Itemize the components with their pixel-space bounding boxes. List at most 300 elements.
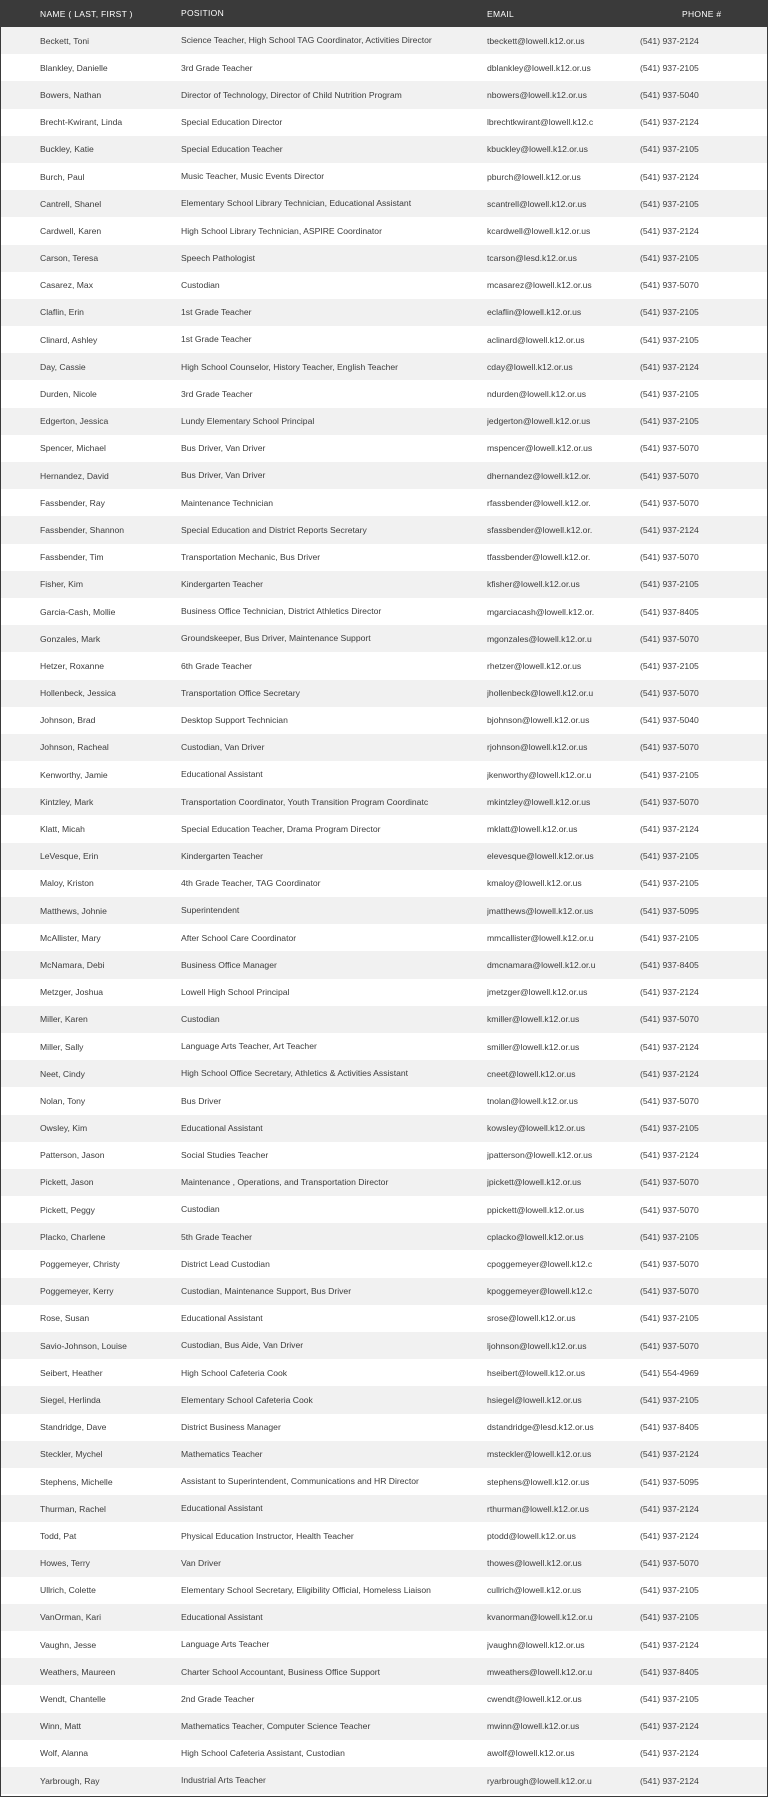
table-row (1, 1142, 767, 1169)
cell-phone: (541) 937-2124 (640, 35, 699, 46)
cell-name: Klatt, Micah (40, 824, 85, 835)
cell-phone: (541) 937-2105 (640, 579, 699, 590)
cell-phone: (541) 937-2124 (640, 1721, 699, 1732)
cell-name: Savio-Johnson, Louise (40, 1340, 127, 1351)
cell-email[interactable]: sfassbender@lowell.k12.or. (487, 524, 593, 535)
cell-email[interactable]: mcasarez@lowell.k12.or.us (487, 280, 592, 291)
cell-name: Garcia-Cash, Mollie (40, 606, 116, 617)
header-position: POSITION (181, 8, 225, 19)
cell-email[interactable]: mmcallister@lowell.k12.or.u (487, 932, 594, 943)
cell-email[interactable]: jpatterson@lowell.k12.or.us (487, 1150, 593, 1161)
table-row (1, 870, 767, 897)
cell-email[interactable]: mweathers@lowell.k12.or.u (487, 1666, 593, 1677)
cell-phone: (541) 937-5070 (640, 796, 699, 807)
cell-name: Johnson, Racheal (40, 742, 109, 753)
cell-name: Durden, Nicole (40, 389, 97, 400)
cell-name: LeVesque, Erin (40, 851, 99, 862)
cell-email[interactable]: dstandridge@lesd.k12.or.us (487, 1422, 594, 1433)
cell-email[interactable]: scantrell@lowell.k12.or.us (487, 198, 587, 209)
cell-name: Matthews, Johnie (40, 905, 107, 916)
cell-email[interactable]: pburch@lowell.k12.or.us (487, 171, 581, 182)
table-row (1, 435, 767, 462)
cell-name: Brecht-Kwirant, Linda (40, 117, 123, 128)
cell-name: Poggemeyer, Kerry (40, 1286, 114, 1297)
cell-position: Speech Pathologist (181, 252, 256, 263)
cell-phone: (541) 937-2105 (640, 62, 699, 73)
table-row (1, 924, 767, 951)
cell-phone: (541) 937-5040 (640, 89, 699, 100)
cell-position: Music Teacher, Music Events Director (181, 171, 325, 182)
cell-name: Weathers, Maureen (40, 1666, 116, 1677)
table-row (1, 734, 767, 761)
cell-position: Custodian, Maintenance Support, Bus Driver (181, 1285, 352, 1296)
table-row (1, 979, 767, 1006)
cell-position: Groundskeeper, Bus Driver, Maintenance Support (181, 633, 371, 644)
cell-name: Casarez, Max (40, 280, 94, 291)
cell-name: Buckley, Katie (40, 144, 94, 155)
cell-position: Educational Assistant (181, 769, 263, 780)
table-row (1, 598, 767, 625)
table-row (1, 353, 767, 380)
table-row (1, 544, 767, 571)
cell-phone: (541) 937-2105 (640, 253, 699, 264)
cell-email[interactable]: ljohnson@lowell.k12.or.us (487, 1340, 587, 1351)
cell-position: Van Driver (181, 1557, 221, 1568)
cell-email[interactable]: jkenworthy@lowell.k12.or.u (487, 769, 592, 780)
cell-phone: (541) 937-8405 (640, 606, 699, 617)
cell-phone: (541) 937-5070 (640, 1259, 699, 1270)
cell-phone: (541) 937-5070 (640, 1558, 699, 1569)
cell-email[interactable]: jvaughn@lowell.k12.or.us (487, 1639, 585, 1650)
cell-phone: (541) 937-5070 (640, 1286, 699, 1297)
cell-position: Language Arts Teacher (181, 1639, 270, 1650)
table-row (1, 1115, 767, 1142)
cell-email[interactable]: kbuckley@lowell.k12.or.us (487, 144, 588, 155)
cell-email[interactable]: rhetzer@lowell.k12.or.us (487, 660, 582, 671)
cell-email[interactable]: dblankley@lowell.k12.or.us (487, 62, 591, 73)
cell-position: Transportation Office Secretary (181, 687, 300, 698)
cell-position: Maintenance Technician (181, 497, 274, 508)
cell-email[interactable]: hsiegel@lowell.k12.or.us (487, 1394, 582, 1405)
table-row (1, 1250, 767, 1277)
cell-name: McNamara, Debi (40, 959, 105, 970)
cell-position: Bus Driver, Van Driver (181, 470, 266, 481)
cell-position: 4th Grade Teacher, TAG Coordinator (181, 878, 321, 889)
cell-phone: (541) 937-5095 (640, 905, 699, 916)
cell-phone: (541) 937-5070 (640, 470, 699, 481)
cell-name: Fisher, Kim (40, 579, 83, 590)
cell-position: Bus Driver, Van Driver (181, 443, 266, 454)
cell-name: Miller, Karen (40, 1014, 88, 1025)
cell-email[interactable]: ptodd@lowell.k12.or.us (487, 1530, 576, 1541)
table-row (1, 652, 767, 679)
table-row (1, 408, 767, 435)
cell-name: Winn, Matt (40, 1721, 82, 1732)
cell-email[interactable]: jmatthews@lowell.k12.or.us (487, 905, 594, 916)
cell-phone: (541) 554-4969 (640, 1367, 699, 1378)
cell-email[interactable]: mkintzley@lowell.k12.or.us (487, 796, 591, 807)
cell-name: Beckett, Toni (40, 35, 90, 46)
cell-phone: (541) 937-2105 (640, 932, 699, 943)
cell-position: 1st Grade Teacher (181, 307, 252, 318)
cell-email[interactable]: tcarson@lesd.k12.or.us (487, 253, 577, 264)
cell-email[interactable]: msteckler@lowell.k12.or.us (487, 1449, 592, 1460)
table-row (1, 1577, 767, 1604)
table-row (1, 1713, 767, 1740)
table-row (1, 299, 767, 326)
cell-phone: (541) 937-2105 (640, 198, 699, 209)
cell-email[interactable]: eclaflin@lowell.k12.or.us (487, 307, 582, 318)
cell-position: Physical Education Instructor, Health Teacher (181, 1530, 354, 1541)
cell-email[interactable]: rfassbender@lowell.k12.or. (487, 497, 591, 508)
table-row (1, 1522, 767, 1549)
table-row (1, 1305, 767, 1332)
cell-position: Custodian (181, 1014, 220, 1025)
cell-email[interactable]: cday@lowell.k12.or.us (487, 361, 573, 372)
table-row (1, 1359, 767, 1386)
cell-email[interactable]: awolf@lowell.k12.or.us (487, 1748, 575, 1759)
cell-position: Charter School Accountant, Business Office Support (181, 1666, 381, 1677)
cell-position: 5th Grade Teacher (181, 1231, 253, 1242)
table-row (1, 815, 767, 842)
table-row (1, 1685, 767, 1712)
cell-position: Business Office Technician, District Athletics Director (181, 606, 382, 617)
cell-phone: (541) 937-2105 (640, 416, 699, 427)
cell-email[interactable]: cpoggemeyer@lowell.k12.c (487, 1259, 593, 1270)
cell-phone: (541) 937-5070 (640, 552, 699, 563)
table-row (1, 326, 767, 353)
table-row (1, 761, 767, 788)
cell-phone: (541) 937-8405 (640, 959, 699, 970)
cell-position: Custodian (181, 1204, 220, 1215)
table-row (1, 1060, 767, 1087)
table-header (1, 0, 767, 27)
cell-phone: (541) 937-5070 (640, 1177, 699, 1188)
cell-name: Carson, Teresa (40, 253, 99, 264)
cell-position: Lundy Elementary School Principal (181, 415, 315, 426)
cell-phone: (541) 937-2124 (640, 987, 699, 998)
cell-position: Kindergarten Teacher (181, 850, 264, 861)
cell-email[interactable]: mgarciacash@lowell.k12.or. (487, 606, 595, 617)
table-row (1, 707, 767, 734)
table-row (1, 1006, 767, 1033)
cell-name: Maloy, Kriston (40, 878, 94, 889)
cell-phone: (541) 937-2105 (640, 1612, 699, 1623)
cell-name: Owsley, Kim (40, 1123, 88, 1134)
cell-name: Vaughn, Jesse (40, 1639, 97, 1650)
header-email: EMAIL (487, 8, 515, 19)
cell-email[interactable]: kowsley@lowell.k12.or.us (487, 1123, 586, 1134)
cell-phone: (541) 937-2105 (640, 660, 699, 671)
table-row (1, 951, 767, 978)
cell-phone: (541) 937-5070 (640, 280, 699, 291)
table-row (1, 109, 767, 136)
cell-phone: (541) 937-2105 (640, 851, 699, 862)
cell-phone: (541) 937-2124 (640, 1639, 699, 1650)
cell-position: Maintenance , Operations, and Transportation Director (181, 1177, 389, 1188)
cell-name: Steckler, Mychel (40, 1449, 103, 1460)
cell-email[interactable]: dmcnamara@lowell.k12.or.u (487, 959, 596, 970)
cell-position: 2nd Grade Teacher (181, 1693, 255, 1704)
cell-position: 6th Grade Teacher (181, 660, 253, 671)
table-row (1, 1386, 767, 1413)
cell-position: District Business Manager (181, 1421, 281, 1432)
cell-name: Fassbender, Tim (40, 552, 104, 563)
cell-phone: (541) 937-5040 (640, 715, 699, 726)
cell-position: 3rd Grade Teacher (181, 388, 253, 399)
cell-phone: (541) 937-2105 (640, 1694, 699, 1705)
cell-email[interactable]: cwendt@lowell.k12.or.us (487, 1694, 582, 1705)
cell-email[interactable]: jpickett@lowell.k12.or.us (487, 1177, 582, 1188)
table-row (1, 1278, 767, 1305)
cell-position: Custodian, Bus Aide, Van Driver (181, 1340, 304, 1351)
cell-email[interactable]: mspencer@lowell.k12.or.us (487, 443, 593, 454)
cell-phone: (541) 937-2124 (640, 225, 699, 236)
cell-email[interactable]: lbrechtkwirant@lowell.k12.c (487, 117, 594, 128)
table-row (1, 788, 767, 815)
header-name: NAME ( LAST, FIRST ) (40, 8, 133, 19)
table-row (1, 1223, 767, 1250)
cell-email[interactable]: jedgerton@lowell.k12.or.us (487, 416, 591, 427)
cell-phone: (541) 937-2105 (640, 769, 699, 780)
table-row (1, 272, 767, 299)
cell-position: Educational Assistant (181, 1313, 263, 1324)
table-row (1, 81, 767, 108)
cell-email[interactable]: cplacko@lowell.k12.or.us (487, 1231, 584, 1242)
cell-position: Special Education Director (181, 116, 283, 127)
cell-phone: (541) 937-2124 (640, 1068, 699, 1079)
cell-phone: (541) 937-2124 (640, 1775, 699, 1786)
table-row (1, 1332, 767, 1359)
cell-email[interactable]: rjohnson@lowell.k12.or.us (487, 742, 588, 753)
table-row (1, 1495, 767, 1522)
cell-position: Desktop Support Technician (181, 715, 288, 726)
cell-email[interactable]: kpoggemeyer@lowell.k12.c (487, 1286, 593, 1297)
cell-position: High School Office Secretary, Athletics & Activities Assistant (181, 1068, 409, 1079)
cell-position: Social Studies Teacher (181, 1150, 269, 1161)
cell-phone: (541) 937-2105 (640, 389, 699, 400)
cell-phone: (541) 937-2124 (640, 361, 699, 372)
cell-position: High School Cafeteria Cook (181, 1367, 288, 1378)
cell-phone: (541) 937-2124 (640, 824, 699, 835)
cell-email[interactable]: thowes@lowell.k12.or.us (487, 1558, 582, 1569)
cell-position: District Lead Custodian (181, 1258, 270, 1269)
cell-name: VanOrman, Kari (40, 1612, 101, 1623)
cell-name: Claflin, Erin (40, 307, 84, 318)
cell-name: Wendt, Chantelle (40, 1694, 106, 1705)
cell-name: Day, Cassie (40, 361, 86, 372)
cell-name: Spencer, Michael (40, 443, 106, 454)
table-row (1, 680, 767, 707)
table-row (1, 1767, 767, 1794)
cell-email[interactable]: kmiller@lowell.k12.or.us (487, 1014, 580, 1025)
cell-email[interactable]: elevesque@lowell.k12.or.us (487, 851, 594, 862)
cell-email[interactable]: cullrich@lowell.k12.or.us (487, 1585, 582, 1596)
cell-name: Pickett, Jason (40, 1177, 94, 1188)
cell-name: Gonzales, Mark (40, 633, 101, 644)
cell-email[interactable]: kfisher@lowell.k12.or.us (487, 579, 580, 590)
cell-phone: (541) 937-5070 (640, 1095, 699, 1106)
table-row (1, 489, 767, 516)
cell-email[interactable]: tbeckett@lowell.k12.or.us (487, 35, 585, 46)
table-row (1, 245, 767, 272)
cell-position: Elementary School Library Technician, Educational Assistant (181, 198, 412, 209)
table-row (1, 27, 767, 54)
cell-email[interactable]: jhollenbeck@lowell.k12.or.u (487, 688, 594, 699)
cell-phone: (541) 937-2105 (640, 334, 699, 345)
cell-phone: (541) 937-5095 (640, 1476, 699, 1487)
cell-position: Elementary School Cafeteria Cook (181, 1394, 313, 1405)
cell-name: McAllister, Mary (40, 932, 101, 943)
cell-email[interactable]: stephens@lowell.k12.or.us (487, 1476, 590, 1487)
cell-phone: (541) 937-2105 (640, 1313, 699, 1324)
cell-position: High School Cafeteria Assistant, Custodian (181, 1748, 345, 1759)
table-row (1, 217, 767, 244)
cell-position: Elementary School Secretary, Eligibility Official, Homeless Liaison (181, 1585, 431, 1596)
cell-name: Patterson, Jason (40, 1150, 105, 1161)
cell-phone: (541) 937-5070 (640, 742, 699, 753)
cell-phone: (541) 937-2124 (640, 1748, 699, 1759)
table-row (1, 1169, 767, 1196)
cell-name: Pickett, Peggy (40, 1204, 95, 1215)
table-row (1, 625, 767, 652)
cell-position: Assistant to Superintendent, Communications and HR Director (181, 1476, 419, 1487)
table-row (1, 1414, 767, 1441)
cell-position: 3rd Grade Teacher (181, 62, 253, 73)
cell-position: Special Education Teacher, Drama Program Director (181, 823, 381, 834)
cell-position: Special Education Teacher (181, 144, 283, 155)
table-row (1, 843, 767, 870)
cell-phone: (541) 937-5070 (640, 1340, 699, 1351)
cell-name: Thurman, Rachel (40, 1503, 106, 1514)
cell-phone: (541) 937-2124 (640, 1150, 699, 1161)
cell-email[interactable]: dhernandez@lowell.k12.or. (487, 470, 591, 481)
table-row (1, 1196, 767, 1223)
cell-email[interactable]: kmaloy@lowell.k12.or.us (487, 878, 582, 889)
table-row (1, 897, 767, 924)
cell-position: 1st Grade Teacher (181, 334, 252, 345)
table-row (1, 1468, 767, 1495)
table-row (1, 1604, 767, 1631)
cell-email[interactable]: ppickett@lowell.k12.or.us (487, 1204, 585, 1215)
cell-phone: (541) 937-2124 (640, 1449, 699, 1460)
cell-position: Kindergarten Teacher (181, 579, 264, 590)
cell-name: Siegel, Herlinda (40, 1394, 101, 1405)
cell-position: Lowell High School Principal (181, 986, 290, 997)
cell-phone: (541) 937-5070 (640, 688, 699, 699)
cell-phone: (541) 937-8405 (640, 1422, 699, 1433)
cell-phone: (541) 937-2105 (640, 878, 699, 889)
cell-phone: (541) 937-8405 (640, 1666, 699, 1677)
cell-phone: (541) 937-2105 (640, 307, 699, 318)
cell-email[interactable]: srose@lowell.k12.or.us (487, 1313, 576, 1324)
table-row (1, 1631, 767, 1658)
cell-position: Transportation Coordinator, Youth Transition Program Coordinatc (181, 796, 429, 807)
cell-email[interactable]: mklatt@lowell.k12.or.us (487, 824, 578, 835)
cell-name: Blankley, Danielle (40, 62, 108, 73)
cell-name: Hernandez, David (40, 470, 109, 481)
cell-position: Science Teacher, High School TAG Coordinator, Activities Director (181, 35, 432, 46)
cell-position: Custodian (181, 280, 220, 291)
cell-phone: (541) 937-2124 (640, 117, 699, 128)
cell-email[interactable]: smiller@lowell.k12.or.us (487, 1041, 580, 1052)
table-row (1, 462, 767, 489)
cell-phone: (541) 937-2124 (640, 1503, 699, 1514)
cell-phone: (541) 937-2124 (640, 171, 699, 182)
cell-name: Miller, Sally (40, 1041, 84, 1052)
cell-position: Director of Technology, Director of Child Nutrition Program (181, 89, 402, 100)
cell-email[interactable]: nbowers@lowell.k12.or.us (487, 89, 587, 100)
table-row (1, 380, 767, 407)
cell-name: Stephens, Michelle (40, 1476, 113, 1487)
cell-name: Cardwell, Karen (40, 225, 102, 236)
cell-email[interactable]: ndurden@lowell.k12.or.us (487, 389, 587, 400)
cell-name: Kenworthy, Jamie (40, 769, 108, 780)
table-row (1, 136, 767, 163)
cell-position: Educational Assistant (181, 1612, 263, 1623)
cell-name: Johnson, Brad (40, 715, 96, 726)
cell-position: Business Office Manager (181, 959, 277, 970)
cell-email[interactable]: hseibert@lowell.k12.or.us (487, 1367, 586, 1378)
cell-name: Hetzer, Roxanne (40, 660, 105, 671)
cell-email[interactable]: tnolan@lowell.k12.or.us (487, 1095, 578, 1106)
cell-name: Standridge, Dave (40, 1422, 107, 1433)
cell-position: Transportation Mechanic, Bus Driver (181, 551, 321, 562)
cell-position: Special Education and District Reports Secretary (181, 524, 367, 535)
cell-position: Superintendent (181, 905, 240, 916)
cell-email[interactable]: bjohnson@lowell.k12.or.us (487, 715, 590, 726)
cell-name: Wolf, Alanna (40, 1748, 89, 1759)
cell-email[interactable]: cneet@lowell.k12.or.us (487, 1068, 576, 1079)
table-row (1, 163, 767, 190)
cell-email[interactable]: mgonzales@lowell.k12.or.u (487, 633, 592, 644)
cell-email[interactable]: jmetzger@lowell.k12.or.us (487, 987, 588, 998)
cell-name: Burch, Paul (40, 171, 85, 182)
cell-position: Mathematics Teacher, Computer Science Teacher (181, 1720, 371, 1731)
table-row (1, 54, 767, 81)
cell-position: High School Library Technician, ASPIRE Coordinator (181, 225, 382, 236)
cell-phone: (541) 937-2105 (640, 1231, 699, 1242)
cell-name: Seibert, Heather (40, 1367, 103, 1378)
cell-phone: (541) 937-2105 (640, 1123, 699, 1134)
cell-email[interactable]: mwinn@lowell.k12.or.us (487, 1721, 580, 1732)
cell-name: Neet, Cindy (40, 1068, 85, 1079)
cell-email[interactable]: aclinard@lowell.k12.or.us (487, 334, 585, 345)
cell-email[interactable]: tfassbender@lowell.k12.or. (487, 552, 591, 563)
cell-name: Rose, Susan (40, 1313, 90, 1324)
cell-email[interactable]: kvanorman@lowell.k12.or.u (487, 1612, 593, 1623)
cell-email[interactable]: ryarbrough@lowell.k12.or.u (487, 1775, 592, 1786)
table-row (1, 1033, 767, 1060)
cell-email[interactable]: rthurman@lowell.k12.or.us (487, 1503, 589, 1514)
cell-phone: (541) 937-2105 (640, 1585, 699, 1596)
header-phone: PHONE # (682, 8, 722, 19)
cell-position: Educational Assistant (181, 1122, 263, 1133)
cell-phone: (541) 937-5070 (640, 443, 699, 454)
cell-name: Fassbender, Shannon (40, 524, 125, 535)
cell-phone: (541) 937-2124 (640, 1530, 699, 1541)
cell-name: Howes, Terry (40, 1558, 90, 1569)
cell-name: Ullrich, Colette (40, 1585, 96, 1596)
cell-email[interactable]: kcardwell@lowell.k12.or.us (487, 225, 591, 236)
cell-name: Kintzley, Mark (40, 796, 94, 807)
table-row (1, 1550, 767, 1577)
cell-position: Mathematics Teacher (181, 1449, 263, 1460)
cell-name: Edgerton, Jessica (40, 416, 109, 427)
cell-phone: (541) 937-2124 (640, 524, 699, 535)
cell-name: Nolan, Tony (40, 1095, 86, 1106)
table-row (1, 190, 767, 217)
